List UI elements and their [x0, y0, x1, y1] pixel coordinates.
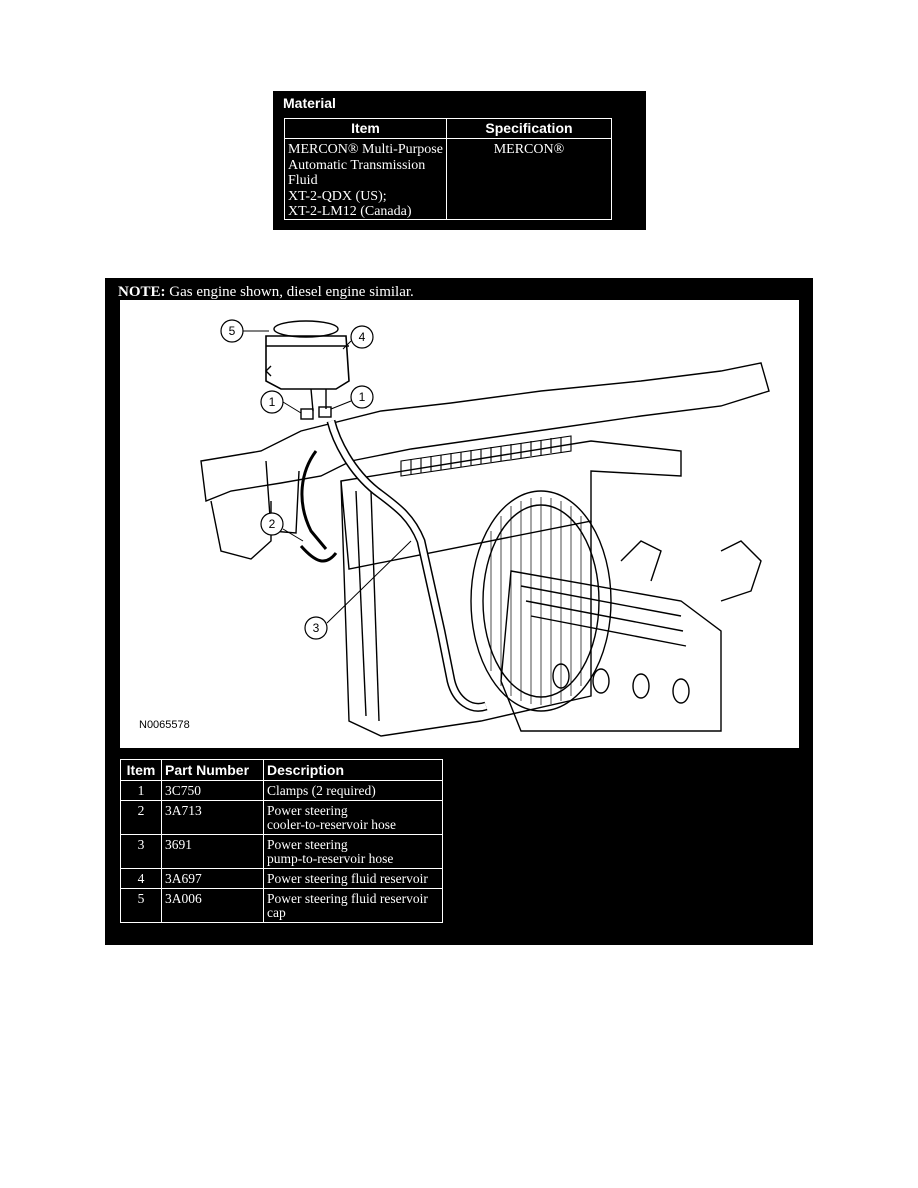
material-item-text — [285, 139, 446, 220]
part-item: 5 — [121, 889, 162, 923]
part-description — [264, 801, 443, 835]
callout-label: 3 — [312, 621, 320, 635]
part-item: 4 — [121, 869, 162, 889]
material-item-cell — [285, 139, 447, 219]
part-description-line: Power steering — [267, 837, 348, 852]
part-description-line: Power steering fluid reservoir — [267, 891, 428, 906]
parts-header-item: Item — [121, 760, 162, 781]
material-title: Material — [283, 95, 336, 111]
table-row — [121, 869, 443, 889]
material-header-specification: Specification — [447, 119, 611, 139]
part-item: 1 — [121, 781, 162, 801]
note-text — [118, 284, 414, 301]
callout-label: 1 — [268, 395, 276, 409]
material-item-line: MERCON® Multi-Purpose — [288, 142, 443, 157]
part-number: 3A713 — [162, 801, 264, 835]
figure-id: N0065578 — [139, 719, 190, 731]
parts-header-description: Description — [264, 760, 443, 781]
callout-label: 2 — [268, 517, 276, 531]
engine-line-drawing — [121, 301, 798, 747]
material-item-line: XT-2-LM12 (Canada) — [288, 204, 412, 219]
callout-label: 4 — [358, 330, 366, 344]
part-description-line: pump-to-reservoir hose — [267, 851, 394, 866]
material-table-box — [273, 91, 646, 230]
part-description — [264, 869, 443, 889]
part-number: 3C750 — [162, 781, 264, 801]
part-description — [264, 889, 443, 923]
part-item: 3 — [121, 835, 162, 869]
part-description-line: Clamps (2 required) — [267, 783, 376, 798]
table-row — [121, 801, 443, 835]
part-item: 2 — [121, 801, 162, 835]
material-item-line: Fluid — [288, 173, 318, 188]
material-header-item: Item — [285, 119, 447, 139]
note-panel — [105, 278, 813, 945]
parts-header-part-number: Part Number — [162, 760, 264, 781]
material-item-line: XT-2-QDX (US); — [288, 188, 387, 204]
part-description-line: cap — [267, 905, 286, 920]
callout-label: 1 — [358, 390, 366, 404]
parts-table — [120, 759, 443, 923]
callout-label: 5 — [228, 324, 236, 338]
note-body: Gas engine shown, diesel engine similar. — [165, 284, 414, 300]
part-description-line: Power steering — [267, 803, 348, 818]
material-table — [284, 118, 612, 220]
part-description — [264, 835, 443, 869]
engine-illustration — [120, 300, 799, 748]
note-label: NOTE: — [118, 284, 166, 300]
part-description-line: cooler-to-reservoir hose — [267, 817, 397, 832]
material-item-line: Automatic Transmission — [288, 157, 426, 173]
material-specification-cell: MERCON® — [493, 142, 565, 157]
part-description — [264, 781, 443, 801]
parts-header-row — [121, 760, 443, 781]
table-row — [121, 889, 443, 923]
table-row — [121, 781, 443, 801]
table-row — [121, 835, 443, 869]
part-description-line: Power steering fluid reservoir — [267, 871, 428, 886]
part-number: 3691 — [162, 835, 264, 869]
part-number: 3A006 — [162, 889, 264, 923]
part-number: 3A697 — [162, 869, 264, 889]
